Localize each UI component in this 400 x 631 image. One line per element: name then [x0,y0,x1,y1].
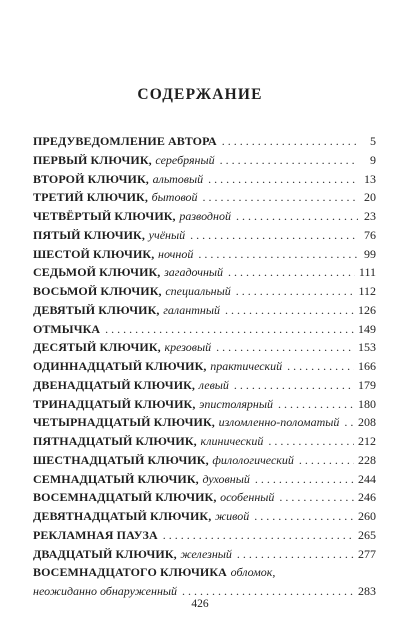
toc-entry-page: 283 [358,584,376,598]
toc-entry [33,526,376,545]
toc-entry-desc: живой [215,509,250,523]
toc-entry-chapter: ПЯТЫЙ КЛЮЧИК, [33,227,145,242]
toc-entry-title [33,226,185,245]
toc-entry-chapter: ПЕРВЫЙ КЛЮЧИК, [33,152,152,167]
toc-entry-title [33,132,217,151]
toc-entry [33,338,376,357]
toc-entry-desc: железный [180,546,232,561]
toc-leader-dots [208,170,358,189]
toc-leader-dots [225,301,354,320]
toc-entry-page: 76 [364,227,376,242]
toc-entry-chapter: ВОСЕМНАДЦАТЫЙ КЛЮЧИК, [33,490,217,505]
toc-entry-title [33,170,203,189]
toc-leader-dots [222,132,358,151]
toc-leader-dots [234,376,354,395]
toc-entry-title [33,470,250,489]
toc-entry-desc: ночной [158,246,194,261]
toc-entry-chapter: ОТМЫЧКА [33,321,101,336]
toc-entry-title [33,545,232,564]
toc-leader-dots [268,432,354,451]
toc-entry-page: 244 [358,471,376,486]
toc-entry [33,132,376,151]
toc-entry-title [33,395,273,414]
toc-entry-desc: разводной [179,209,231,223]
toc-entry-chapter: ПЯТНАДЦАТЫЙ КЛЮЧИК, [33,434,197,448]
toc-entry-page: 246 [358,490,376,505]
toc-entry-page: 277 [358,546,376,561]
toc-entry-page: 112 [358,284,376,298]
toc-entry-page: 228 [358,452,376,467]
toc-entry-title [33,432,263,451]
toc-entry-chapter: ПРЕДУВЕДОМЛЕНИЕ АВТОРА [33,134,217,148]
toc-entry-page: 153 [358,340,376,355]
toc-leader-dots [255,470,354,489]
toc-entry-page: 166 [358,359,376,373]
toc-entry-chapter: СЕМНАДЦАТЫЙ КЛЮЧИК, [33,471,199,486]
toc-entry-chapter: ТРИНАДЦАТЫЙ КЛЮЧИК, [33,396,196,411]
toc-entry-page: 23 [364,209,376,223]
toc-entry-page: 111 [358,265,376,280]
toc-entry [33,188,376,207]
toc-entry-desc: духовный [202,471,250,486]
toc-entry [33,376,376,395]
toc-entry-desc: галантный [163,302,220,317]
toc-entry-page: 180 [358,396,376,411]
toc-entry-chapter: ДВАДЦАТЫЙ КЛЮЧИК, [33,546,177,561]
toc-entry-chapter: ТРЕТИЙ КЛЮЧИК, [33,190,148,205]
toc-entry-title [33,263,223,282]
toc-entry-desc: клинический [200,434,264,448]
toc-entry [33,170,376,189]
toc-entry-page: 179 [358,377,376,392]
toc-entry [33,451,376,470]
toc-leader-dots [163,526,354,545]
toc-leader-dots [216,338,354,357]
toc-entry-desc: левый [198,377,229,392]
toc-entry [33,282,376,301]
toc-entry [33,507,376,526]
toc-entry-page: 212 [358,434,376,448]
toc-entry-chapter: ВОСЬМОЙ КЛЮЧИК, [33,284,162,298]
toc-entry [33,151,376,170]
toc-entry-title [33,188,198,207]
toc-entry-page: 208 [358,415,376,430]
toc-entry-title [33,282,231,301]
toc-entry-title [33,207,231,226]
toc-leader-dots [237,545,354,564]
toc-entry-page: 265 [358,527,376,542]
toc-entry-chapter: ЧЕТЫРНАДЦАТЫЙ КЛЮЧИК, [33,415,215,430]
toc-entry-page: 260 [358,509,376,523]
toc-leader-dots [220,151,358,170]
toc-entry [33,357,376,376]
toc-entry [33,226,376,245]
toc-entry-desc: серебряный [155,152,215,167]
toc-entry-chapter: СЕДЬМОЙ КЛЮЧИК, [33,265,161,280]
toc-entry-title [33,507,249,526]
toc-leader-dots [236,282,355,301]
toc-entry [33,545,376,564]
table-of-contents [33,132,376,601]
page-title: СОДЕРЖАНИЕ [137,86,263,103]
toc-entry-desc: практический [210,359,283,373]
toc-leader-dots [254,507,354,526]
toc-entry-title [33,320,100,339]
toc-entry-title [33,376,229,395]
toc-entry [33,263,376,282]
toc-entry-chapter: ДЕВЯТНАДЦАТЫЙ КЛЮЧИК, [33,509,212,523]
toc-entry [33,432,376,451]
toc-entry-chapter: РЕКЛАМНАЯ ПАУЗА [33,527,158,542]
toc-entry-desc: учёный [148,227,186,242]
toc-entry-page: 126 [358,302,376,317]
toc-entry-chapter: ШЕСТОЙ КЛЮЧИК, [33,246,155,261]
toc-entry [33,488,376,507]
toc-entry-desc: загадочный [164,265,224,280]
toc-entry-chapter: ДЕВЯТЫЙ КЛЮЧИК, [33,302,160,317]
toc-entry [33,320,376,339]
toc-entry-desc: специальный [165,284,231,298]
toc-entry-desc: альтовый [152,171,204,186]
toc-entry [33,245,376,264]
toc-entry-title [33,413,339,432]
toc-entry [33,301,376,320]
toc-entry-desc: крезовый [164,340,212,355]
toc-entry-page: 9 [370,152,376,167]
toc-leader-dots [299,451,354,470]
toc-leader-dots [203,188,358,207]
toc-entry-title [33,451,294,470]
toc-leader-dots [228,263,355,282]
toc-entry-desc: особенный [220,490,275,505]
toc-leader-dots [190,226,358,245]
toc-leader-dots [105,320,354,339]
toc-entry [33,207,376,226]
toc-entry [33,470,376,489]
toc-leader-dots [344,413,354,432]
toc-entry-title [33,338,211,357]
toc-entry-title [33,357,282,376]
toc-entry-title [33,526,158,545]
page-number: 426 [191,598,209,610]
toc-entry-chapter: ДЕСЯТЫЙ КЛЮЧИК, [33,340,161,355]
toc-entry-chapter: ШЕСТНАДЦАТЫЙ КЛЮЧИК, [33,452,209,467]
toc-entry-desc: обломок, [230,565,276,580]
toc-entry-page: 20 [364,190,376,205]
toc-entry-desc: бытовой [151,190,198,205]
toc-entry-chapter: ВТОРОЙ КЛЮЧИК, [33,171,149,186]
toc-entry-chapter: ЧЕТВЁРТЫЙ КЛЮЧИК, [33,209,176,223]
toc-entry-title [33,151,215,170]
toc-entry-page: 99 [364,246,376,261]
toc-entry-title [33,245,193,264]
toc-leader-dots [198,245,358,264]
toc-entry-chapter: ДВЕНАДЦАТЫЙ КЛЮЧИК, [33,377,196,392]
toc-leader-dots [279,488,354,507]
toc-entry-title [33,488,274,507]
toc-entry-desc: изломленно-поломатый [218,415,340,430]
toc-leader-dots [278,395,354,414]
toc-entry-chapter: ОДИННАДЦАТЫЙ КЛЮЧИК, [33,359,207,373]
toc-entry-desc: филологический [212,452,294,467]
toc-entry-page: 13 [364,171,376,186]
toc-leader-dots [287,357,354,376]
toc-entry-last [33,563,376,601]
toc-entry [33,395,376,414]
toc-entry-page: 149 [358,321,376,336]
toc-leader-dots [236,207,358,226]
toc-entry-desc-continued: неожиданно обнаруженный [33,584,178,598]
toc-entry-page: 5 [370,134,376,148]
toc-entry-chapter: ВОСЕМНАДЦАТОГО КЛЮЧИКА [33,565,227,580]
toc-entry-desc: эпистолярный [199,396,273,411]
toc-entry-title [33,301,220,320]
toc-entry [33,413,376,432]
